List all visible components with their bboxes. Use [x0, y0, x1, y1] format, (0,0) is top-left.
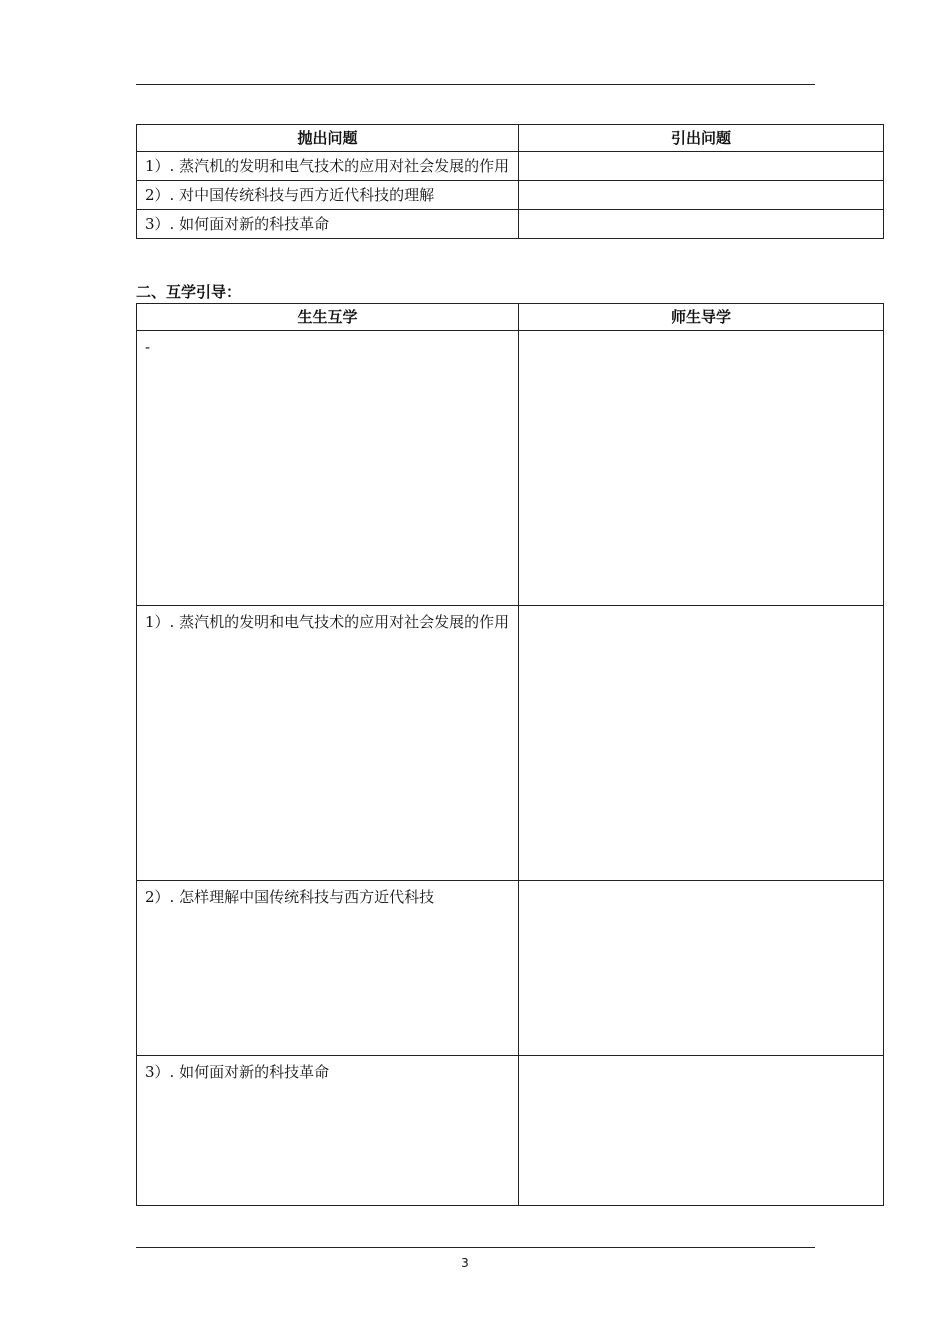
answer-cell[interactable]	[519, 606, 884, 881]
table-row	[137, 210, 884, 239]
table-row	[137, 331, 884, 606]
section-title: 二、互学引导：	[136, 283, 242, 301]
question-cell: -	[137, 331, 519, 606]
header-peer-learning: 生生互学	[137, 304, 519, 331]
table-row	[137, 181, 884, 210]
question-cell: 1）. 蒸汽机的发明和电气技术的应用对社会发展的作用	[137, 152, 519, 181]
table-row	[137, 1056, 884, 1206]
table-row	[137, 606, 884, 881]
answer-cell[interactable]	[519, 210, 884, 239]
mutual-learning-table	[136, 303, 884, 1206]
question-cell: 3）. 如何面对新的科技革命	[137, 210, 519, 239]
header-rule	[136, 84, 815, 85]
header-teacher-guidance: 师生导学	[519, 304, 884, 331]
answer-cell[interactable]	[519, 881, 884, 1056]
question-cell: 1）. 蒸汽机的发明和电气技术的应用对社会发展的作用	[137, 606, 519, 881]
questions-table	[136, 124, 884, 239]
header-derived-questions: 引出问题	[519, 125, 884, 152]
question-cell: 2）. 怎样理解中国传统科技与西方近代科技	[137, 881, 519, 1056]
answer-cell[interactable]	[519, 152, 884, 181]
answer-cell[interactable]	[519, 331, 884, 606]
question-cell: 2）. 对中国传统科技与西方近代科技的理解	[137, 181, 519, 210]
page-number: 3	[461, 1256, 469, 1270]
table-header-row	[137, 304, 884, 331]
table-row	[137, 881, 884, 1056]
table-header-row	[137, 125, 884, 152]
footer-rule	[136, 1247, 815, 1248]
answer-cell[interactable]	[519, 1056, 884, 1206]
question-cell: 3）. 如何面对新的科技革命	[137, 1056, 519, 1206]
answer-cell[interactable]	[519, 181, 884, 210]
table-row	[137, 152, 884, 181]
header-raise-questions: 抛出问题	[137, 125, 519, 152]
